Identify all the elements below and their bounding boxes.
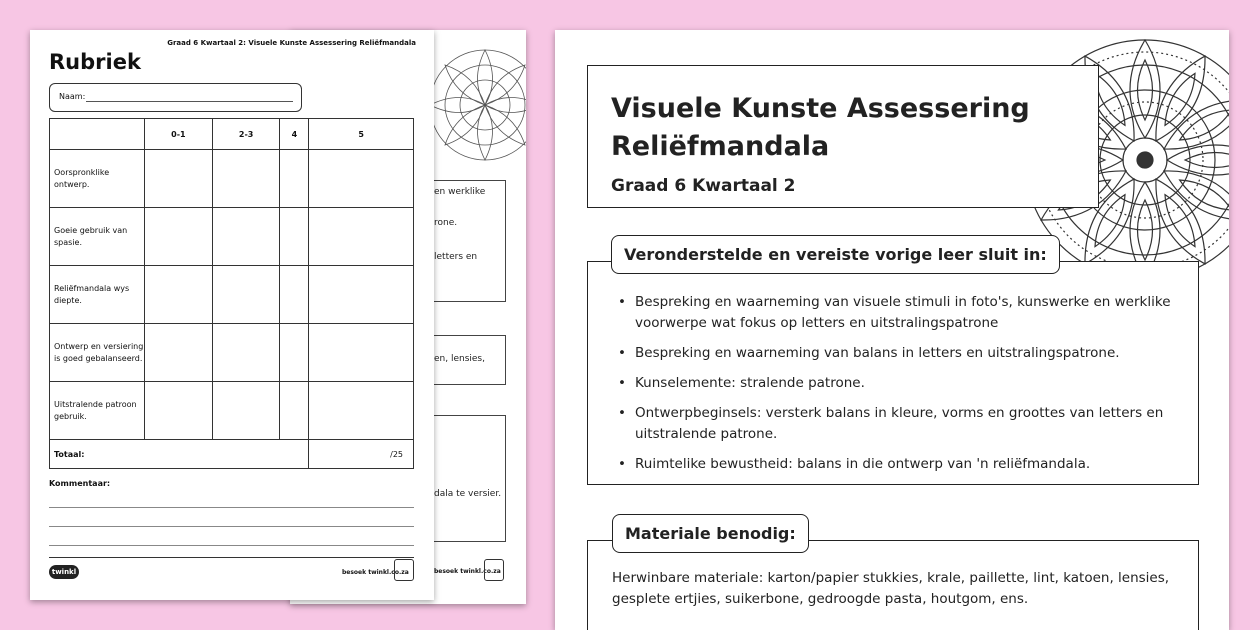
prior-learning-heading: Veronderstelde en vereiste vorige leer sluit in:	[611, 235, 1060, 274]
back-page-footer-url: besoek twinkl.co.za	[434, 568, 501, 575]
score-cell[interactable]	[145, 208, 213, 266]
score-cell[interactable]	[212, 150, 280, 208]
score-cell[interactable]	[280, 208, 309, 266]
total-row	[50, 440, 414, 469]
score-cell[interactable]	[145, 266, 213, 324]
column-header: 4	[280, 119, 309, 150]
page-title: Visuele Kunste Assessering	[611, 93, 1030, 124]
column-header	[50, 119, 145, 150]
table-row	[50, 208, 414, 266]
comment-label: Kommentaar:	[49, 479, 111, 488]
back-page-fragment: en, lensies,	[434, 354, 485, 364]
footer-divider	[49, 557, 414, 558]
list-item: • Bespreking en waarneming van balans in letters en uitstralingspatrone.	[615, 343, 1185, 364]
list-item: • Ruimtelike bewustheid: balans in die ontwerp van 'n reliëfmandala.	[615, 454, 1185, 475]
prior-learning-list	[615, 292, 1185, 484]
rubric-page	[30, 30, 434, 600]
criterion-label: Reliëfmandala wys diepte.	[50, 266, 145, 324]
score-cell[interactable]	[280, 382, 309, 440]
score-cell[interactable]	[212, 266, 280, 324]
badge-icon	[394, 559, 414, 581]
back-page-fragment: letters en	[434, 252, 478, 262]
score-cell[interactable]	[309, 208, 414, 266]
page-title-line2: Reliëfmandala	[611, 131, 830, 162]
main-page	[555, 30, 1229, 630]
comment-line[interactable]	[49, 526, 414, 527]
comment-line[interactable]	[49, 507, 414, 508]
name-input-line[interactable]	[86, 101, 293, 102]
comment-line[interactable]	[49, 545, 414, 546]
criterion-label: Goeie gebruik van spasie.	[50, 208, 145, 266]
rubric-table	[49, 118, 414, 469]
footer-url: besoek twinkl.co.za	[342, 569, 409, 576]
table-row	[50, 382, 414, 440]
materials-text: Herwinbare materiale: karton/papier stukkies, krale, paillette, lint, katoen, lensies, gesplete ertjies, suikerbone, gedroogde pasta, houtgom, ens.	[612, 570, 1170, 607]
table-header-row	[50, 119, 414, 150]
score-cell[interactable]	[145, 150, 213, 208]
score-cell[interactable]	[280, 324, 309, 382]
page-title: Rubriek	[49, 50, 141, 74]
name-field[interactable]	[49, 83, 302, 112]
score-cell[interactable]	[280, 150, 309, 208]
page-subtitle: Graad 6 Kwartaal 2	[611, 176, 796, 196]
criterion-label: Oorspronklike ontwerp.	[50, 150, 145, 208]
back-page-fragment: dala te versier.	[434, 489, 502, 499]
criterion-label: Ontwerp en versiering is goed gebalanseerd.	[50, 324, 145, 382]
score-cell[interactable]	[280, 266, 309, 324]
back-page-fragment: rone.	[434, 218, 458, 228]
score-cell[interactable]	[212, 324, 280, 382]
score-cell[interactable]	[309, 150, 414, 208]
total-label: Totaal:	[50, 440, 309, 469]
score-cell[interactable]	[212, 208, 280, 266]
score-cell[interactable]	[145, 382, 213, 440]
score-cell[interactable]	[309, 324, 414, 382]
twinkl-logo: twinkl	[49, 565, 79, 579]
score-cell[interactable]	[212, 382, 280, 440]
back-page-fragment: en werklike	[434, 187, 486, 197]
materials-heading: Materiale benodig:	[612, 514, 809, 553]
total-value[interactable]: /25	[309, 440, 414, 469]
list-item: • Bespreking en waarneming van visuele stimuli in foto's, kunswerke en werklike voorwerpe wat fokus op letters en uitstralingspatrone	[615, 292, 1185, 334]
name-label: Naam:	[59, 92, 86, 101]
score-cell[interactable]	[145, 324, 213, 382]
table-row	[50, 266, 414, 324]
list-item: • Ontwerpbeginsels: versterk balans in kleure, vorms en groottes van letters en uitstralende patrone.	[615, 403, 1185, 445]
column-header: 2-3	[212, 119, 280, 150]
column-header: 0-1	[145, 119, 213, 150]
criterion-label: Uitstralende patroon gebruik.	[50, 382, 145, 440]
score-cell[interactable]	[309, 266, 414, 324]
table-row	[50, 150, 414, 208]
list-item: • Kunselemente: stralende patrone.	[615, 373, 1185, 394]
badge-icon	[484, 559, 504, 581]
table-row	[50, 324, 414, 382]
page-header: Graad 6 Kwartaal 2: Visuele Kunste Assessering Reliëfmandala	[167, 39, 416, 47]
title-box	[587, 65, 1099, 208]
score-cell[interactable]	[309, 382, 414, 440]
column-header: 5	[309, 119, 414, 150]
